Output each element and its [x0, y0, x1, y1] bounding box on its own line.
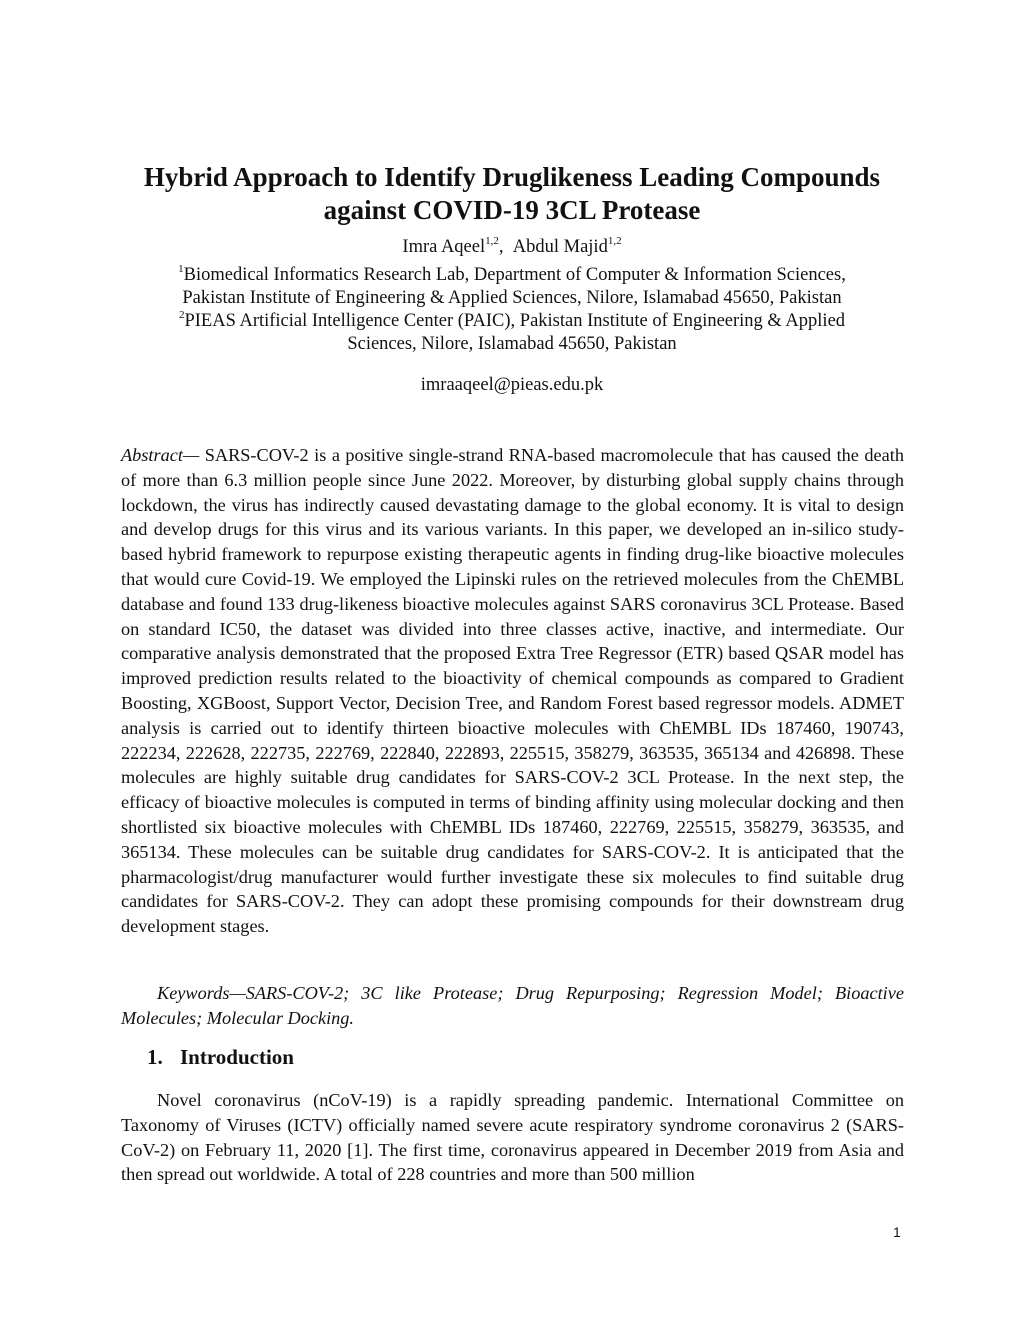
- section-title: Introduction: [180, 1045, 294, 1069]
- keywords-text: Keywords—SARS-COV-2; 3C like Protease; Drug Repurposing; Regression Model; Bioactive Molecules; Molecular Docking.: [121, 983, 904, 1028]
- author-name: Imra Aqeel: [402, 237, 486, 257]
- title-line-1: Hybrid Approach to Identify Druglikeness Leading Compounds: [143, 162, 881, 192]
- paper-title: [100, 161, 924, 227]
- affiliation-text: PIEAS Artificial Intelligence Center (PAIC), Pakistan Institute of Engineering & Applied: [184, 311, 846, 331]
- section-heading: [147, 1044, 294, 1070]
- affiliation-2: [100, 310, 924, 356]
- affiliation-mark: 2: [178, 308, 185, 321]
- section-number: 1.: [147, 1045, 163, 1069]
- keywords: [121, 981, 904, 1031]
- author-email: imraaqeel@pieas.edu.pk: [420, 375, 604, 395]
- author-list: [100, 236, 924, 259]
- author-affiliation-mark: 1,2: [485, 234, 499, 247]
- introduction-text: Novel coronavirus (nCoV-19) is a rapidly spreading pandemic. International Committee on Taxonomy of Viruses (ICTV) officially named severe acute respiratory syndrome coronavirus 2 (SARS-CoV-2) on February 11, 2020 [1]. The first time, coronavirus appeared in December 2019 from Asia and then spread out worldwide. A total of 228 countries and more than 500 million: [121, 1090, 904, 1185]
- author-separator: ,: [498, 237, 513, 257]
- abstract: [121, 443, 904, 939]
- author-affiliation-mark: 1,2: [607, 234, 622, 247]
- author-name: Abdul Majid: [512, 237, 608, 257]
- affiliation-1: [100, 264, 924, 310]
- introduction-paragraph: [121, 1088, 904, 1187]
- page-number: 1: [893, 1224, 901, 1240]
- affiliation-text: Pakistan Institute of Engineering & Applied Sciences, Nilore, Islamabad 45650, Pakistan: [182, 288, 842, 308]
- abstract-text: SARS-COV-2 is a positive single-strand RNA-based macromolecule that has caused the death of more than 6.3 million people since June 2022. Moreover, by disturbing global supply chains through lockdown, the virus has indirectly caused devastating damage to the global economy. It is vital to design and develop drugs for this virus and its various variants. In this paper, we developed an in-silico study-based hybrid framework to repurpose existing therapeutic agents in finding drug-like bioactive molecules that would cure Covid-19. We employed the Lipinski rules on the retrieved molecules from the ChEMBL database and found 133 drug-likeness bioactive molecules against SARS coronavirus 3CL Protease. Based on standard IC50, the dataset was divided into three classes active, inactive, and intermediate. Our comparative analysis demonstrated that the proposed Extra Tree Regressor (ETR) based QSAR model has improved prediction results related to the bioactivity of chemical compounds as compared to Gradient Boosting, XGBoost, Support Vector, Decision Tree, and Random Forest based regressor models. ADMET analysis is carried out to identify thirteen bioactive molecules with ChEMBL IDs 187460, 190743, 222234, 222628, 222735, 222769, 222840, 222893, 225515, 358279, 363535, 365134 and 426898. These molecules are highly suitable drug candidates for SARS-COV-2 3CL Protease. In the next step, the efficacy of bioactive molecules is computed in terms of binding affinity using molecular docking and then shortlisted six bioactive molecules with ChEMBL IDs 187460, 222769, 225515, 358279, 363535, and 365134. These molecules can be suitable drug candidates for SARS-COV-2. It is anticipated that the pharmacologist/drug manufacturer would further investigate these six molecules to find suitable drug candidates for SARS-COV-2. They can adopt these promising compounds for their downstream drug development stages.: [121, 445, 904, 937]
- affiliation-mark: 1: [178, 262, 184, 275]
- abstract-label: Abstract—: [121, 445, 200, 465]
- affiliation-text: Sciences, Nilore, Islamabad 45650, Pakistan: [347, 334, 677, 354]
- title-line-2: against COVID-19 3CL Protease: [323, 195, 701, 225]
- affiliation-text: Biomedical Informatics Research Lab, Department of Computer & Information Sciences,: [183, 265, 846, 285]
